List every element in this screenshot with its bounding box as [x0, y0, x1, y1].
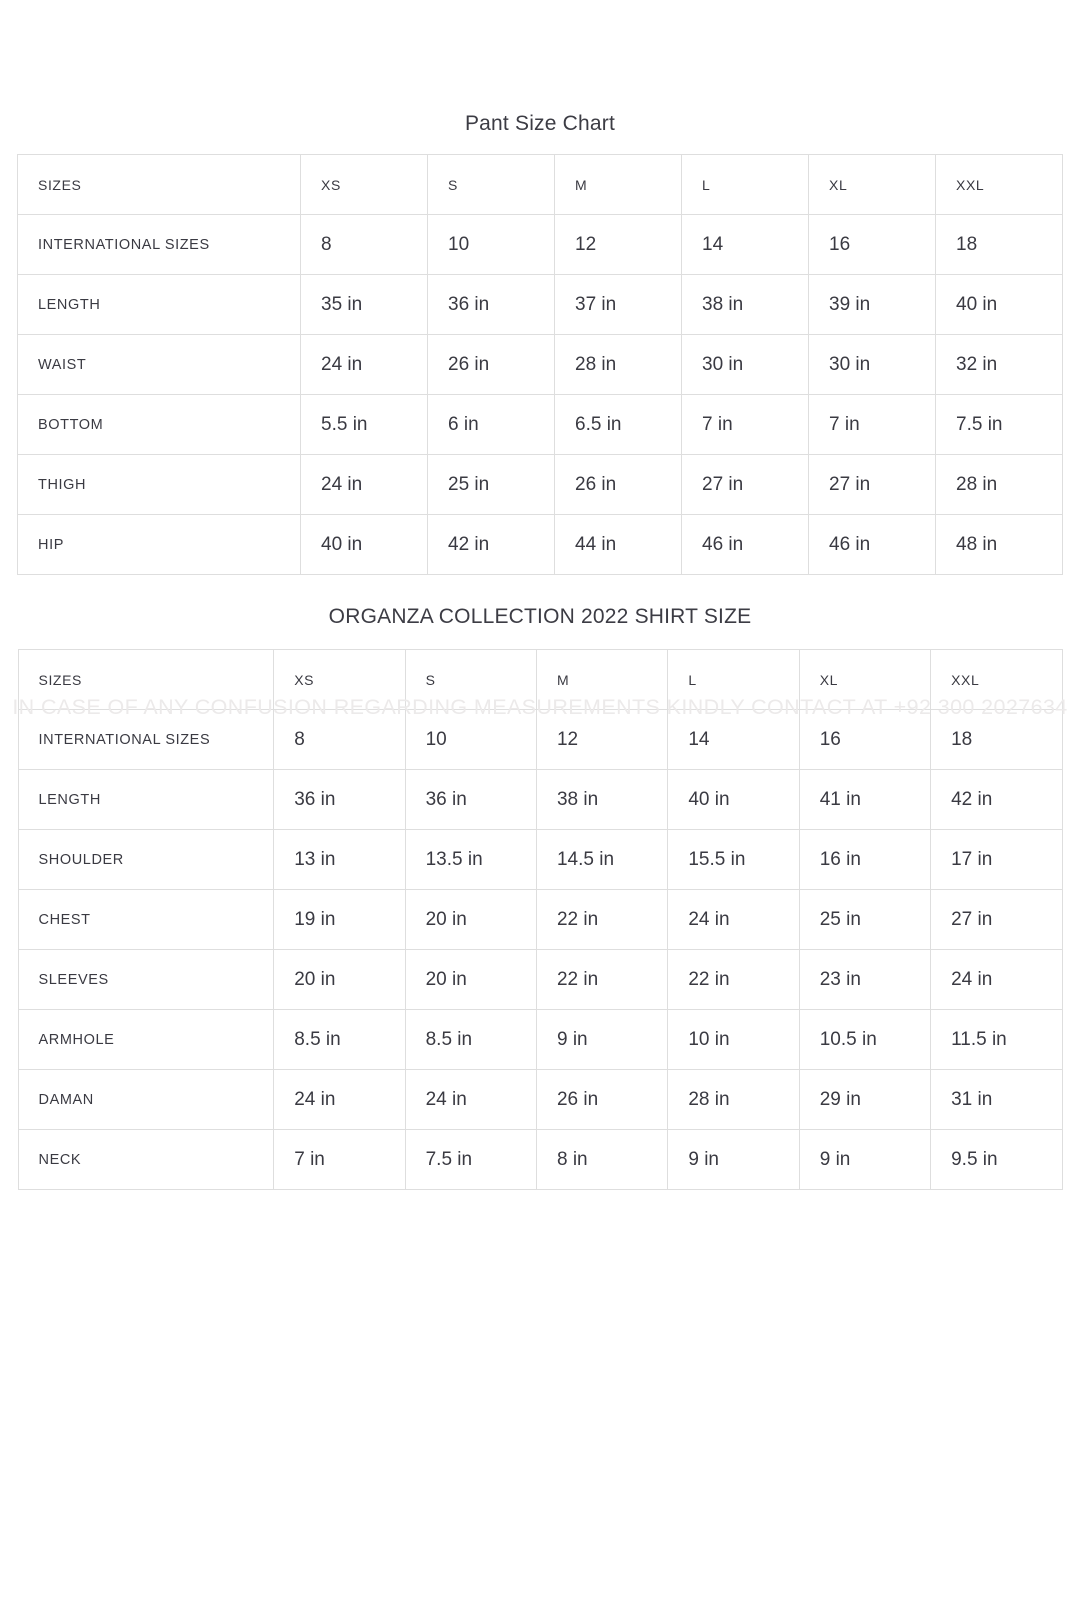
pant-size-table: [17, 154, 1063, 575]
measurement-cell: 15.5 in: [668, 830, 799, 890]
measurement-cell: 22 in: [536, 890, 667, 950]
measurement-cell: 28 in: [668, 1070, 799, 1130]
row-label: INTERNATIONAL SIZES: [18, 215, 301, 275]
row-label: CHEST: [18, 890, 274, 950]
measurement-cell: 13 in: [274, 830, 405, 890]
row-label: ARMHOLE: [18, 1010, 274, 1070]
measurement-cell: 9.5 in: [931, 1130, 1062, 1190]
measurement-cell: 9 in: [536, 1010, 667, 1070]
measurement-cell: 6.5 in: [555, 395, 682, 455]
contact-watermark: IN CASE OF ANY CONFUSION REGARDING MEASUREMENTS KINDLY CONTACT AT +92 300 2027634: [12, 695, 1068, 719]
measurement-cell: 25 in: [799, 890, 930, 950]
column-header: XXL: [931, 650, 1062, 710]
measurement-cell: 9 in: [668, 1130, 799, 1190]
measurement-cell: 14: [682, 215, 809, 275]
column-header: S: [428, 155, 555, 215]
measurement-cell: 20 in: [405, 950, 536, 1010]
column-header: SIZES: [18, 650, 274, 710]
measurement-cell: 18: [931, 710, 1062, 770]
measurement-cell: 16 in: [799, 830, 930, 890]
measurement-cell: 9 in: [799, 1130, 930, 1190]
column-header: XS: [274, 650, 405, 710]
measurement-cell: 48 in: [936, 515, 1063, 575]
measurement-cell: 12: [536, 710, 667, 770]
measurement-cell: 39 in: [809, 275, 936, 335]
table-row: [18, 395, 1063, 455]
measurement-cell: 22 in: [536, 950, 667, 1010]
measurement-cell: 44 in: [555, 515, 682, 575]
measurement-cell: 35 in: [301, 275, 428, 335]
measurement-cell: 7 in: [682, 395, 809, 455]
measurement-cell: 23 in: [799, 950, 930, 1010]
measurement-cell: 27 in: [809, 455, 936, 515]
measurement-cell: 8: [274, 710, 405, 770]
measurement-cell: 46 in: [682, 515, 809, 575]
measurement-cell: 28 in: [936, 455, 1063, 515]
pant-chart-title: Pant Size Chart: [464, 112, 616, 135]
measurement-cell: 36 in: [428, 275, 555, 335]
measurement-cell: 7.5 in: [405, 1130, 536, 1190]
measurement-cell: 8.5 in: [274, 1010, 405, 1070]
measurement-cell: 38 in: [536, 770, 667, 830]
row-label: THIGH: [18, 455, 301, 515]
measurement-cell: 32 in: [936, 335, 1063, 395]
measurement-cell: 22 in: [668, 950, 799, 1010]
measurement-cell: 7 in: [274, 1130, 405, 1190]
measurement-cell: 20 in: [405, 890, 536, 950]
measurement-cell: 26 in: [428, 335, 555, 395]
table-row: [18, 515, 1063, 575]
table-header-row: [18, 155, 1063, 215]
measurement-cell: 10: [405, 710, 536, 770]
measurement-cell: 6 in: [428, 395, 555, 455]
measurement-cell: 10.5 in: [799, 1010, 930, 1070]
measurement-cell: 7.5 in: [936, 395, 1063, 455]
column-header: L: [668, 650, 799, 710]
measurement-cell: 27 in: [682, 455, 809, 515]
measurement-cell: 40 in: [936, 275, 1063, 335]
table-row: [18, 275, 1063, 335]
column-header: XS: [301, 155, 428, 215]
measurement-cell: 24 in: [301, 455, 428, 515]
table-row: [18, 1070, 1062, 1130]
measurement-cell: 26 in: [536, 1070, 667, 1130]
column-header: XL: [809, 155, 936, 215]
measurement-cell: 30 in: [809, 335, 936, 395]
measurement-cell: 26 in: [555, 455, 682, 515]
measurement-cell: 28 in: [555, 335, 682, 395]
column-header: S: [405, 650, 536, 710]
row-label: NECK: [18, 1130, 274, 1190]
row-label: WAIST: [18, 335, 301, 395]
row-label: LENGTH: [18, 275, 301, 335]
column-header: XXL: [936, 155, 1063, 215]
size-chart-page: [0, 112, 1080, 1615]
measurement-cell: 24 in: [274, 1070, 405, 1130]
shirt-size-table: [18, 649, 1063, 1190]
measurement-cell: 42 in: [428, 515, 555, 575]
measurement-cell: 10 in: [668, 1010, 799, 1070]
table-row: [18, 215, 1063, 275]
measurement-cell: 7 in: [809, 395, 936, 455]
measurement-cell: 24 in: [931, 950, 1062, 1010]
row-label: LENGTH: [18, 770, 274, 830]
measurement-cell: 11.5 in: [931, 1010, 1062, 1070]
measurement-cell: 24 in: [405, 1070, 536, 1130]
measurement-cell: 24 in: [301, 335, 428, 395]
row-label: SHOULDER: [18, 830, 274, 890]
table-row: [18, 1130, 1062, 1190]
measurement-cell: 16: [799, 710, 930, 770]
measurement-cell: 31 in: [931, 1070, 1062, 1130]
measurement-cell: 24 in: [668, 890, 799, 950]
table-row: [18, 1010, 1062, 1070]
measurement-cell: 16: [809, 215, 936, 275]
measurement-cell: 19 in: [274, 890, 405, 950]
column-header: XL: [799, 650, 930, 710]
row-label: BOTTOM: [18, 395, 301, 455]
measurement-cell: 20 in: [274, 950, 405, 1010]
measurement-cell: 29 in: [799, 1070, 930, 1130]
measurement-cell: 40 in: [301, 515, 428, 575]
column-header: L: [682, 155, 809, 215]
table-row: [18, 455, 1063, 515]
measurement-cell: 30 in: [682, 335, 809, 395]
table-row: [18, 710, 1062, 770]
column-header: M: [555, 155, 682, 215]
measurement-cell: 14: [668, 710, 799, 770]
table-header-row: [18, 650, 1062, 710]
measurement-cell: 41 in: [799, 770, 930, 830]
column-header: M: [536, 650, 667, 710]
measurement-cell: 46 in: [809, 515, 936, 575]
table-row: [18, 830, 1062, 890]
measurement-cell: 25 in: [428, 455, 555, 515]
table-row: [18, 890, 1062, 950]
measurement-cell: 36 in: [274, 770, 405, 830]
measurement-cell: 27 in: [931, 890, 1062, 950]
measurement-cell: 8: [301, 215, 428, 275]
measurement-cell: 12: [555, 215, 682, 275]
measurement-cell: 42 in: [931, 770, 1062, 830]
measurement-cell: 5.5 in: [301, 395, 428, 455]
shirt-chart-title: ORGANZA COLLECTION 2022 SHIRT SIZE: [328, 605, 752, 628]
table-row: [18, 770, 1062, 830]
column-header: SIZES: [18, 155, 301, 215]
row-label: DAMAN: [18, 1070, 274, 1130]
measurement-cell: 37 in: [555, 275, 682, 335]
table-row: [18, 335, 1063, 395]
measurement-cell: 10: [428, 215, 555, 275]
measurement-cell: 17 in: [931, 830, 1062, 890]
measurement-cell: 36 in: [405, 770, 536, 830]
measurement-cell: 13.5 in: [405, 830, 536, 890]
measurement-cell: 8.5 in: [405, 1010, 536, 1070]
row-label: INTERNATIONAL SIZES: [18, 710, 274, 770]
row-label: HIP: [18, 515, 301, 575]
row-label: SLEEVES: [18, 950, 274, 1010]
table-row: [18, 950, 1062, 1010]
measurement-cell: 8 in: [536, 1130, 667, 1190]
measurement-cell: 38 in: [682, 275, 809, 335]
measurement-cell: 14.5 in: [536, 830, 667, 890]
measurement-cell: 18: [936, 215, 1063, 275]
measurement-cell: 40 in: [668, 770, 799, 830]
